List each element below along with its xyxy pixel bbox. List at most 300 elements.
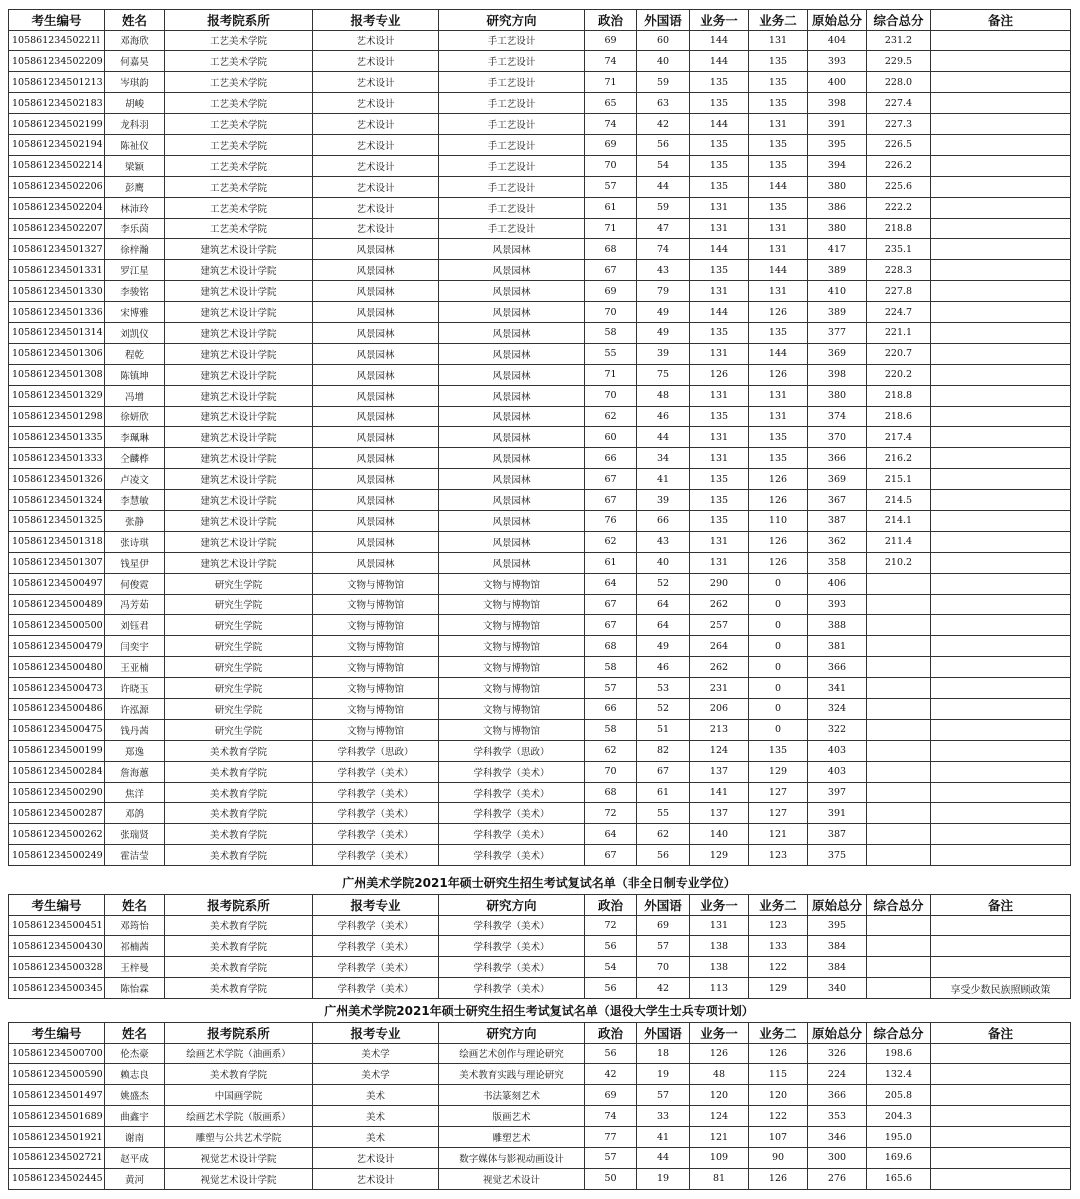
cell-subject-one: 135 <box>690 510 749 531</box>
cell-raw-total: 326 <box>808 1043 867 1064</box>
header-composite-total: 综合总分 <box>867 895 931 916</box>
cell-major: 艺术设计 <box>313 114 439 135</box>
cell-department: 建筑艺术设计学院 <box>165 302 313 323</box>
table-row <box>9 302 1071 323</box>
cell-subject-two: 135 <box>749 51 808 72</box>
cell-subject-two: 131 <box>749 239 808 260</box>
cell-department: 工艺美术学院 <box>165 30 313 51</box>
cell-foreign-language: 74 <box>637 239 690 260</box>
table-row <box>9 51 1071 72</box>
cell-department: 中国画学院 <box>165 1085 313 1106</box>
cell-research-direction: 学科教学（美术） <box>439 761 585 782</box>
section-title: 广州美术学院2021年硕士研究生招生考试复试名单（退役大学生士兵专项计划） <box>324 1004 754 1018</box>
cell-exam-id: 105861234501335 <box>9 427 105 448</box>
cell-politics: 42 <box>585 1064 637 1085</box>
cell-raw-total: 346 <box>808 1127 867 1148</box>
cell-raw-total: 300 <box>808 1147 867 1168</box>
cell-name: 焦洋 <box>105 782 165 803</box>
cell-major: 文物与博物馆 <box>313 699 439 720</box>
cell-subject-two: 135 <box>749 197 808 218</box>
score-table <box>8 1022 1071 1190</box>
cell-research-direction: 风景园林 <box>439 427 585 448</box>
cell-department: 工艺美术学院 <box>165 197 313 218</box>
cell-exam-id: 105861234500345 <box>9 978 105 999</box>
cell-politics: 74 <box>585 51 637 72</box>
cell-composite-total: 222.2 <box>867 197 931 218</box>
cell-remarks <box>931 678 1071 699</box>
cell-remarks <box>931 915 1071 936</box>
cell-major: 学科教学（美术） <box>313 824 439 845</box>
cell-composite-total: 227.8 <box>867 281 931 302</box>
cell-raw-total: 394 <box>808 155 867 176</box>
cell-research-direction: 美术教育实践与理论研究 <box>439 1064 585 1085</box>
cell-exam-id: 10586123450221l <box>9 30 105 51</box>
cell-exam-id: 105861234501213 <box>9 72 105 93</box>
cell-remarks <box>931 134 1071 155</box>
cell-exam-id: 105861234500500 <box>9 615 105 636</box>
cell-major: 风景园林 <box>313 510 439 531</box>
cell-subject-one: 131 <box>690 427 749 448</box>
cell-politics: 77 <box>585 1127 637 1148</box>
cell-department: 建筑艺术设计学院 <box>165 364 313 385</box>
cell-composite-total <box>867 803 931 824</box>
cell-raw-total: 380 <box>808 176 867 197</box>
cell-composite-total: 231.2 <box>867 30 931 51</box>
cell-remarks <box>931 197 1071 218</box>
cell-exam-id: 105861234501325 <box>9 510 105 531</box>
cell-exam-id: 105861234502209 <box>9 51 105 72</box>
table-row <box>9 1043 1071 1064</box>
cell-politics: 72 <box>585 803 637 824</box>
table-row <box>9 343 1071 364</box>
header-foreign-language: 外国语 <box>637 895 690 916</box>
cell-exam-id: 105861234500262 <box>9 824 105 845</box>
header-name: 姓名 <box>105 10 165 31</box>
cell-remarks <box>931 364 1071 385</box>
cell-raw-total: 341 <box>808 678 867 699</box>
cell-name: 冯芳茹 <box>105 594 165 615</box>
cell-department: 工艺美术学院 <box>165 134 313 155</box>
cell-research-direction: 学科教学（美术） <box>439 845 585 866</box>
cell-remarks <box>931 552 1071 573</box>
cell-composite-total <box>867 957 931 978</box>
cell-research-direction: 视觉艺术设计 <box>439 1168 585 1189</box>
cell-subject-one: 144 <box>690 302 749 323</box>
cell-subject-two: 0 <box>749 573 808 594</box>
cell-exam-id: 105861234500430 <box>9 936 105 957</box>
cell-raw-total: 367 <box>808 490 867 511</box>
table-row <box>9 114 1071 135</box>
cell-subject-one: 262 <box>690 594 749 615</box>
cell-exam-id: 105861234501689 <box>9 1106 105 1127</box>
cell-composite-total <box>867 699 931 720</box>
cell-major: 风景园林 <box>313 302 439 323</box>
cell-name: 钱星伊 <box>105 552 165 573</box>
cell-foreign-language: 75 <box>637 364 690 385</box>
cell-name: 胡峻 <box>105 93 165 114</box>
cell-research-direction: 手工艺设计 <box>439 72 585 93</box>
cell-subject-two: 135 <box>749 427 808 448</box>
cell-politics: 57 <box>585 678 637 699</box>
header-raw-total: 原始总分 <box>808 10 867 31</box>
cell-remarks <box>931 615 1071 636</box>
header-raw-total: 原始总分 <box>808 1023 867 1044</box>
cell-foreign-language: 42 <box>637 114 690 135</box>
cell-subject-two: 131 <box>749 114 808 135</box>
header-exam-id: 考生编号 <box>9 1023 105 1044</box>
cell-name: 曲鑫宇 <box>105 1106 165 1127</box>
cell-exam-id: 105861234501921 <box>9 1127 105 1148</box>
cell-raw-total: 403 <box>808 740 867 761</box>
cell-subject-two: 110 <box>749 510 808 531</box>
header-exam-id: 考生编号 <box>9 10 105 31</box>
cell-department: 建筑艺术设计学院 <box>165 427 313 448</box>
table-row <box>9 915 1071 936</box>
cell-major: 文物与博物馆 <box>313 594 439 615</box>
cell-research-direction: 手工艺设计 <box>439 93 585 114</box>
cell-foreign-language: 41 <box>637 1127 690 1148</box>
cell-exam-id: 105861234500249 <box>9 845 105 866</box>
cell-name: 仝麟桦 <box>105 448 165 469</box>
cell-subject-two: 122 <box>749 957 808 978</box>
cell-research-direction: 风景园林 <box>439 364 585 385</box>
cell-composite-total: 226.2 <box>867 155 931 176</box>
cell-exam-id: 105861234501324 <box>9 490 105 511</box>
cell-department: 雕塑与公共艺术学院 <box>165 1127 313 1148</box>
cell-research-direction: 手工艺设计 <box>439 51 585 72</box>
cell-composite-total: 224.7 <box>867 302 931 323</box>
cell-composite-total: 221.1 <box>867 322 931 343</box>
header-subject-two: 业务二 <box>749 10 808 31</box>
cell-remarks <box>931 657 1071 678</box>
cell-raw-total: 395 <box>808 134 867 155</box>
cell-subject-one: 113 <box>690 978 749 999</box>
cell-research-direction: 文物与博物馆 <box>439 636 585 657</box>
cell-department: 建筑艺术设计学院 <box>165 490 313 511</box>
cell-exam-id: 105861234502721 <box>9 1147 105 1168</box>
table-row <box>9 803 1071 824</box>
cell-politics: 74 <box>585 114 637 135</box>
cell-name: 龙科羽 <box>105 114 165 135</box>
cell-foreign-language: 48 <box>637 385 690 406</box>
cell-composite-total <box>867 845 931 866</box>
cell-subject-one: 126 <box>690 364 749 385</box>
cell-major: 美术 <box>313 1127 439 1148</box>
cell-subject-one: 48 <box>690 1064 749 1085</box>
cell-research-direction: 风景园林 <box>439 469 585 490</box>
cell-raw-total: 393 <box>808 594 867 615</box>
cell-exam-id: 105861234502199 <box>9 114 105 135</box>
cell-foreign-language: 66 <box>637 510 690 531</box>
header-name: 姓名 <box>105 895 165 916</box>
cell-composite-total <box>867 978 931 999</box>
cell-subject-one: 137 <box>690 803 749 824</box>
cell-name: 邓海欣 <box>105 30 165 51</box>
cell-foreign-language: 51 <box>637 719 690 740</box>
cell-name: 陈祉仪 <box>105 134 165 155</box>
table-row <box>9 406 1071 427</box>
cell-foreign-language: 59 <box>637 197 690 218</box>
cell-exam-id: 105861234501298 <box>9 406 105 427</box>
cell-department: 研究生学院 <box>165 594 313 615</box>
cell-politics: 62 <box>585 740 637 761</box>
table-row <box>9 845 1071 866</box>
cell-politics: 69 <box>585 1085 637 1106</box>
cell-subject-two: 126 <box>749 1043 808 1064</box>
cell-subject-two: 126 <box>749 531 808 552</box>
table-row <box>9 782 1071 803</box>
cell-name: 罗江星 <box>105 260 165 281</box>
cell-remarks <box>931 448 1071 469</box>
cell-subject-one: 126 <box>690 1043 749 1064</box>
cell-name: 张诗琪 <box>105 531 165 552</box>
cell-politics: 64 <box>585 824 637 845</box>
cell-subject-two: 135 <box>749 93 808 114</box>
cell-politics: 61 <box>585 552 637 573</box>
cell-raw-total: 381 <box>808 636 867 657</box>
cell-subject-one: 135 <box>690 72 749 93</box>
cell-department: 建筑艺术设计学院 <box>165 448 313 469</box>
cell-subject-two: 107 <box>749 1127 808 1148</box>
header-politics: 政治 <box>585 1023 637 1044</box>
cell-politics: 58 <box>585 322 637 343</box>
cell-subject-two: 144 <box>749 343 808 364</box>
cell-exam-id: 105861234501326 <box>9 469 105 490</box>
cell-raw-total: 324 <box>808 699 867 720</box>
cell-major: 风景园林 <box>313 490 439 511</box>
cell-composite-total: 204.3 <box>867 1106 931 1127</box>
cell-politics: 58 <box>585 719 637 740</box>
cell-foreign-language: 18 <box>637 1043 690 1064</box>
cell-exam-id: 105861234501331 <box>9 260 105 281</box>
cell-major: 风景园林 <box>313 406 439 427</box>
cell-raw-total: 380 <box>808 385 867 406</box>
cell-department: 美术教育学院 <box>165 936 313 957</box>
cell-foreign-language: 60 <box>637 30 690 51</box>
cell-raw-total: 380 <box>808 218 867 239</box>
cell-research-direction: 风景园林 <box>439 281 585 302</box>
cell-research-direction: 风景园林 <box>439 385 585 406</box>
table-row <box>9 978 1071 999</box>
cell-foreign-language: 54 <box>637 155 690 176</box>
cell-research-direction: 版画艺术 <box>439 1106 585 1127</box>
table-row <box>9 134 1071 155</box>
cell-composite-total <box>867 761 931 782</box>
cell-remarks <box>931 343 1071 364</box>
cell-raw-total: 377 <box>808 322 867 343</box>
cell-major: 风景园林 <box>313 552 439 573</box>
cell-remarks <box>931 719 1071 740</box>
header-row <box>9 895 1071 916</box>
cell-exam-id: 105861234502445 <box>9 1168 105 1189</box>
cell-name: 姚盛杰 <box>105 1085 165 1106</box>
cell-major: 学科教学（美术） <box>313 915 439 936</box>
cell-composite-total: 227.3 <box>867 114 931 135</box>
cell-research-direction: 风景园林 <box>439 239 585 260</box>
cell-name: 王梓曼 <box>105 957 165 978</box>
cell-department: 美术教育学院 <box>165 740 313 761</box>
cell-composite-total: 217.4 <box>867 427 931 448</box>
cell-remarks <box>931 260 1071 281</box>
header-research-direction: 研究方向 <box>439 1023 585 1044</box>
cell-subject-two: 0 <box>749 678 808 699</box>
cell-raw-total: 398 <box>808 364 867 385</box>
cell-subject-two: 135 <box>749 322 808 343</box>
cell-name: 邓筠怡 <box>105 915 165 936</box>
cell-research-direction: 手工艺设计 <box>439 30 585 51</box>
cell-research-direction: 文物与博物馆 <box>439 615 585 636</box>
header-composite-total: 综合总分 <box>867 10 931 31</box>
cell-composite-total <box>867 719 931 740</box>
cell-subject-two: 135 <box>749 72 808 93</box>
cell-department: 工艺美术学院 <box>165 176 313 197</box>
cell-major: 风景园林 <box>313 239 439 260</box>
cell-subject-one: 135 <box>690 155 749 176</box>
cell-major: 学科教学（美术） <box>313 936 439 957</box>
cell-remarks <box>931 281 1071 302</box>
cell-subject-two: 129 <box>749 761 808 782</box>
cell-department: 建筑艺术设计学院 <box>165 469 313 490</box>
cell-foreign-language: 70 <box>637 957 690 978</box>
cell-subject-two: 135 <box>749 740 808 761</box>
table-row <box>9 573 1071 594</box>
cell-subject-one: 121 <box>690 1127 749 1148</box>
cell-name: 伦杰豪 <box>105 1043 165 1064</box>
cell-research-direction: 手工艺设计 <box>439 197 585 218</box>
cell-subject-one: 131 <box>690 343 749 364</box>
cell-subject-one: 140 <box>690 824 749 845</box>
cell-politics: 71 <box>585 218 637 239</box>
cell-politics: 57 <box>585 176 637 197</box>
section-part-time <box>8 872 1070 999</box>
cell-department: 视觉艺术设计学院 <box>165 1147 313 1168</box>
cell-remarks <box>931 1168 1071 1189</box>
cell-raw-total: 369 <box>808 469 867 490</box>
header-department: 报考院系所 <box>165 895 313 916</box>
cell-foreign-language: 82 <box>637 740 690 761</box>
cell-subject-two: 144 <box>749 176 808 197</box>
cell-subject-two: 127 <box>749 782 808 803</box>
cell-research-direction: 手工艺设计 <box>439 134 585 155</box>
cell-foreign-language: 19 <box>637 1064 690 1085</box>
cell-remarks <box>931 239 1071 260</box>
cell-composite-total: 211.4 <box>867 531 931 552</box>
cell-department: 工艺美术学院 <box>165 51 313 72</box>
cell-remarks <box>931 72 1071 93</box>
cell-research-direction: 学科教学（美术） <box>439 782 585 803</box>
cell-raw-total: 397 <box>808 782 867 803</box>
cell-foreign-language: 67 <box>637 761 690 782</box>
header-row <box>9 10 1071 31</box>
cell-raw-total: 391 <box>808 803 867 824</box>
header-politics: 政治 <box>585 895 637 916</box>
cell-name: 黄河 <box>105 1168 165 1189</box>
cell-name: 张瑞贤 <box>105 824 165 845</box>
cell-foreign-language: 69 <box>637 915 690 936</box>
section-title: 广州美术学院2021年硕士研究生招生考试复试名单（非全日制专业学位） <box>342 876 736 890</box>
cell-research-direction: 学科教学（美术） <box>439 803 585 824</box>
cell-remarks <box>931 218 1071 239</box>
cell-major: 学科教学（美术） <box>313 957 439 978</box>
cell-composite-total: 132.4 <box>867 1064 931 1085</box>
cell-major: 文物与博物馆 <box>313 657 439 678</box>
cell-raw-total: 387 <box>808 510 867 531</box>
cell-politics: 56 <box>585 978 637 999</box>
cell-exam-id: 105861234501330 <box>9 281 105 302</box>
table-row <box>9 678 1071 699</box>
cell-composite-total: 216.2 <box>867 448 931 469</box>
cell-remarks <box>931 30 1071 51</box>
cell-subject-two: 126 <box>749 490 808 511</box>
cell-department: 建筑艺术设计学院 <box>165 406 313 427</box>
cell-research-direction: 风景园林 <box>439 302 585 323</box>
cell-major: 学科教学（美术） <box>313 845 439 866</box>
cell-subject-one: 144 <box>690 51 749 72</box>
cell-politics: 70 <box>585 761 637 782</box>
cell-composite-total: 165.6 <box>867 1168 931 1189</box>
cell-major: 美术 <box>313 1106 439 1127</box>
cell-exam-id: 105861234502214 <box>9 155 105 176</box>
cell-composite-total: 226.5 <box>867 134 931 155</box>
cell-name: 彭鹰 <box>105 176 165 197</box>
cell-politics: 66 <box>585 448 637 469</box>
cell-remarks <box>931 490 1071 511</box>
cell-exam-id: 105861234500475 <box>9 719 105 740</box>
cell-remarks <box>931 803 1071 824</box>
cell-raw-total: 389 <box>808 302 867 323</box>
cell-subject-one: 131 <box>690 531 749 552</box>
cell-subject-one: 129 <box>690 845 749 866</box>
cell-research-direction: 风景园林 <box>439 260 585 281</box>
cell-remarks <box>931 406 1071 427</box>
cell-major: 学科教学（美术） <box>313 803 439 824</box>
cell-politics: 64 <box>585 573 637 594</box>
cell-raw-total: 389 <box>808 260 867 281</box>
cell-composite-total: 195.0 <box>867 1127 931 1148</box>
cell-foreign-language: 62 <box>637 824 690 845</box>
cell-subject-one: 120 <box>690 1085 749 1106</box>
cell-remarks <box>931 573 1071 594</box>
cell-research-direction: 学科教学（思政） <box>439 740 585 761</box>
cell-politics: 70 <box>585 155 637 176</box>
cell-major: 艺术设计 <box>313 1147 439 1168</box>
cell-raw-total: 358 <box>808 552 867 573</box>
cell-politics: 74 <box>585 1106 637 1127</box>
cell-exam-id: 105861234501314 <box>9 322 105 343</box>
cell-raw-total: 404 <box>808 30 867 51</box>
cell-raw-total: 322 <box>808 719 867 740</box>
cell-politics: 68 <box>585 636 637 657</box>
cell-major: 艺术设计 <box>313 155 439 176</box>
cell-department: 工艺美术学院 <box>165 93 313 114</box>
cell-subject-two: 135 <box>749 134 808 155</box>
cell-research-direction: 绘画艺术创作与理论研究 <box>439 1043 585 1064</box>
cell-department: 建筑艺术设计学院 <box>165 552 313 573</box>
cell-subject-two: 131 <box>749 406 808 427</box>
table-row <box>9 322 1071 343</box>
cell-research-direction: 风景园林 <box>439 406 585 427</box>
cell-foreign-language: 42 <box>637 978 690 999</box>
cell-politics: 55 <box>585 343 637 364</box>
cell-major: 艺术设计 <box>313 197 439 218</box>
cell-politics: 67 <box>585 594 637 615</box>
table-row <box>9 1085 1071 1106</box>
cell-politics: 57 <box>585 1147 637 1168</box>
cell-exam-id: 105861234500473 <box>9 678 105 699</box>
cell-subject-one: 135 <box>690 322 749 343</box>
cell-exam-id: 105861234500700 <box>9 1043 105 1064</box>
cell-raw-total: 400 <box>808 72 867 93</box>
